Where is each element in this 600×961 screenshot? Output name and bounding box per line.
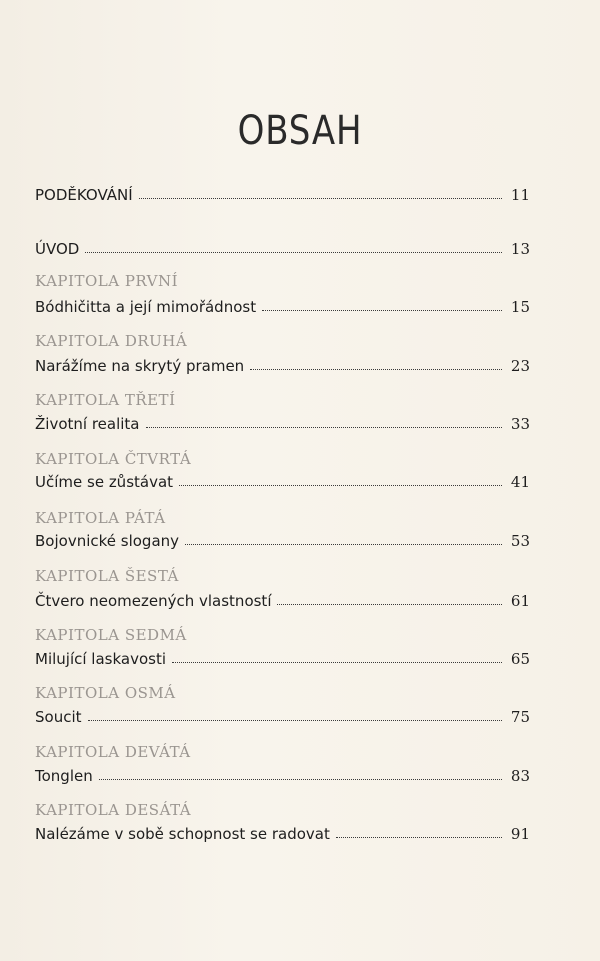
toc-entry-label: Narážíme na skrytý pramen bbox=[35, 357, 245, 375]
chapter-heading: KAPITOLA OSMÁ bbox=[35, 684, 176, 702]
toc-entry-page: 33 bbox=[510, 415, 530, 433]
toc-entry-page: 13 bbox=[510, 240, 530, 258]
toc-entry bbox=[35, 592, 530, 610]
dot-leader bbox=[139, 198, 502, 199]
dot-leader bbox=[185, 544, 502, 545]
toc-entry-label: Životní realita bbox=[35, 415, 140, 433]
toc-entry-label: Čtvero neomezených vlastností bbox=[35, 592, 272, 610]
toc-entry-label: Soucit bbox=[35, 708, 82, 726]
dot-leader bbox=[99, 779, 502, 780]
dot-leader bbox=[179, 485, 502, 486]
toc-entry bbox=[35, 532, 530, 550]
toc-entry bbox=[35, 825, 530, 843]
toc-entry-page: 83 bbox=[510, 767, 530, 785]
dot-leader bbox=[262, 310, 502, 311]
chapter-heading: KAPITOLA ŠESTÁ bbox=[35, 567, 179, 585]
toc-entry-label: ÚVOD bbox=[35, 240, 80, 258]
toc-entry-page: 65 bbox=[510, 650, 530, 668]
toc-entry bbox=[35, 415, 530, 433]
dot-leader bbox=[250, 369, 502, 370]
toc-entry-page: 15 bbox=[510, 298, 530, 316]
toc-entry-page: 53 bbox=[510, 532, 530, 550]
toc-entry-label: Bojovnické slogany bbox=[35, 532, 180, 550]
toc-entry-page: 11 bbox=[510, 186, 530, 204]
toc-entry bbox=[35, 298, 530, 316]
toc-entry bbox=[35, 357, 530, 375]
toc-entry-label: Milující laskavosti bbox=[35, 650, 167, 668]
toc-entry bbox=[35, 650, 530, 668]
chapter-heading: KAPITOLA ČTVRTÁ bbox=[35, 450, 192, 468]
chapter-heading: KAPITOLA DRUHÁ bbox=[35, 332, 188, 350]
dot-leader bbox=[172, 662, 502, 663]
chapter-heading: KAPITOLA DESÁTÁ bbox=[35, 801, 192, 819]
toc-entry-label: Tonglen bbox=[35, 767, 93, 785]
toc-entry-label: Bódhičitta a její mimořádnost bbox=[35, 298, 257, 316]
toc-entry-page: 75 bbox=[510, 708, 530, 726]
chapter-heading: KAPITOLA PÁTÁ bbox=[35, 509, 166, 527]
chapter-heading: KAPITOLA DEVÁTÁ bbox=[35, 743, 191, 761]
toc-entry-page: 23 bbox=[510, 357, 530, 375]
toc-entry bbox=[35, 767, 530, 785]
dot-leader bbox=[277, 604, 502, 605]
toc-entry bbox=[35, 473, 530, 491]
toc-entry-page: 61 bbox=[510, 592, 530, 610]
toc-entry-page: 91 bbox=[510, 825, 530, 843]
chapter-heading: KAPITOLA PRVNÍ bbox=[35, 272, 179, 290]
dot-leader bbox=[146, 427, 503, 428]
toc-entry-acknowledgements bbox=[35, 186, 530, 204]
dot-leader bbox=[88, 720, 502, 721]
dot-leader bbox=[85, 252, 502, 253]
toc-entry-page: 41 bbox=[510, 473, 530, 491]
dot-leader bbox=[336, 837, 502, 838]
toc-entry-label: Učíme se zůstávat bbox=[35, 473, 174, 491]
chapter-heading: KAPITOLA SEDMÁ bbox=[35, 626, 187, 644]
toc-entry-label: Nalézáme v sobě schopnost se radovat bbox=[35, 825, 330, 843]
chapter-heading: KAPITOLA TŘETÍ bbox=[35, 391, 176, 409]
toc-entry-introduction bbox=[35, 240, 530, 258]
toc-entry-label: PODĚKOVÁNÍ bbox=[35, 186, 133, 204]
toc-entry bbox=[35, 708, 530, 726]
page-title: OBSAH bbox=[237, 108, 363, 154]
